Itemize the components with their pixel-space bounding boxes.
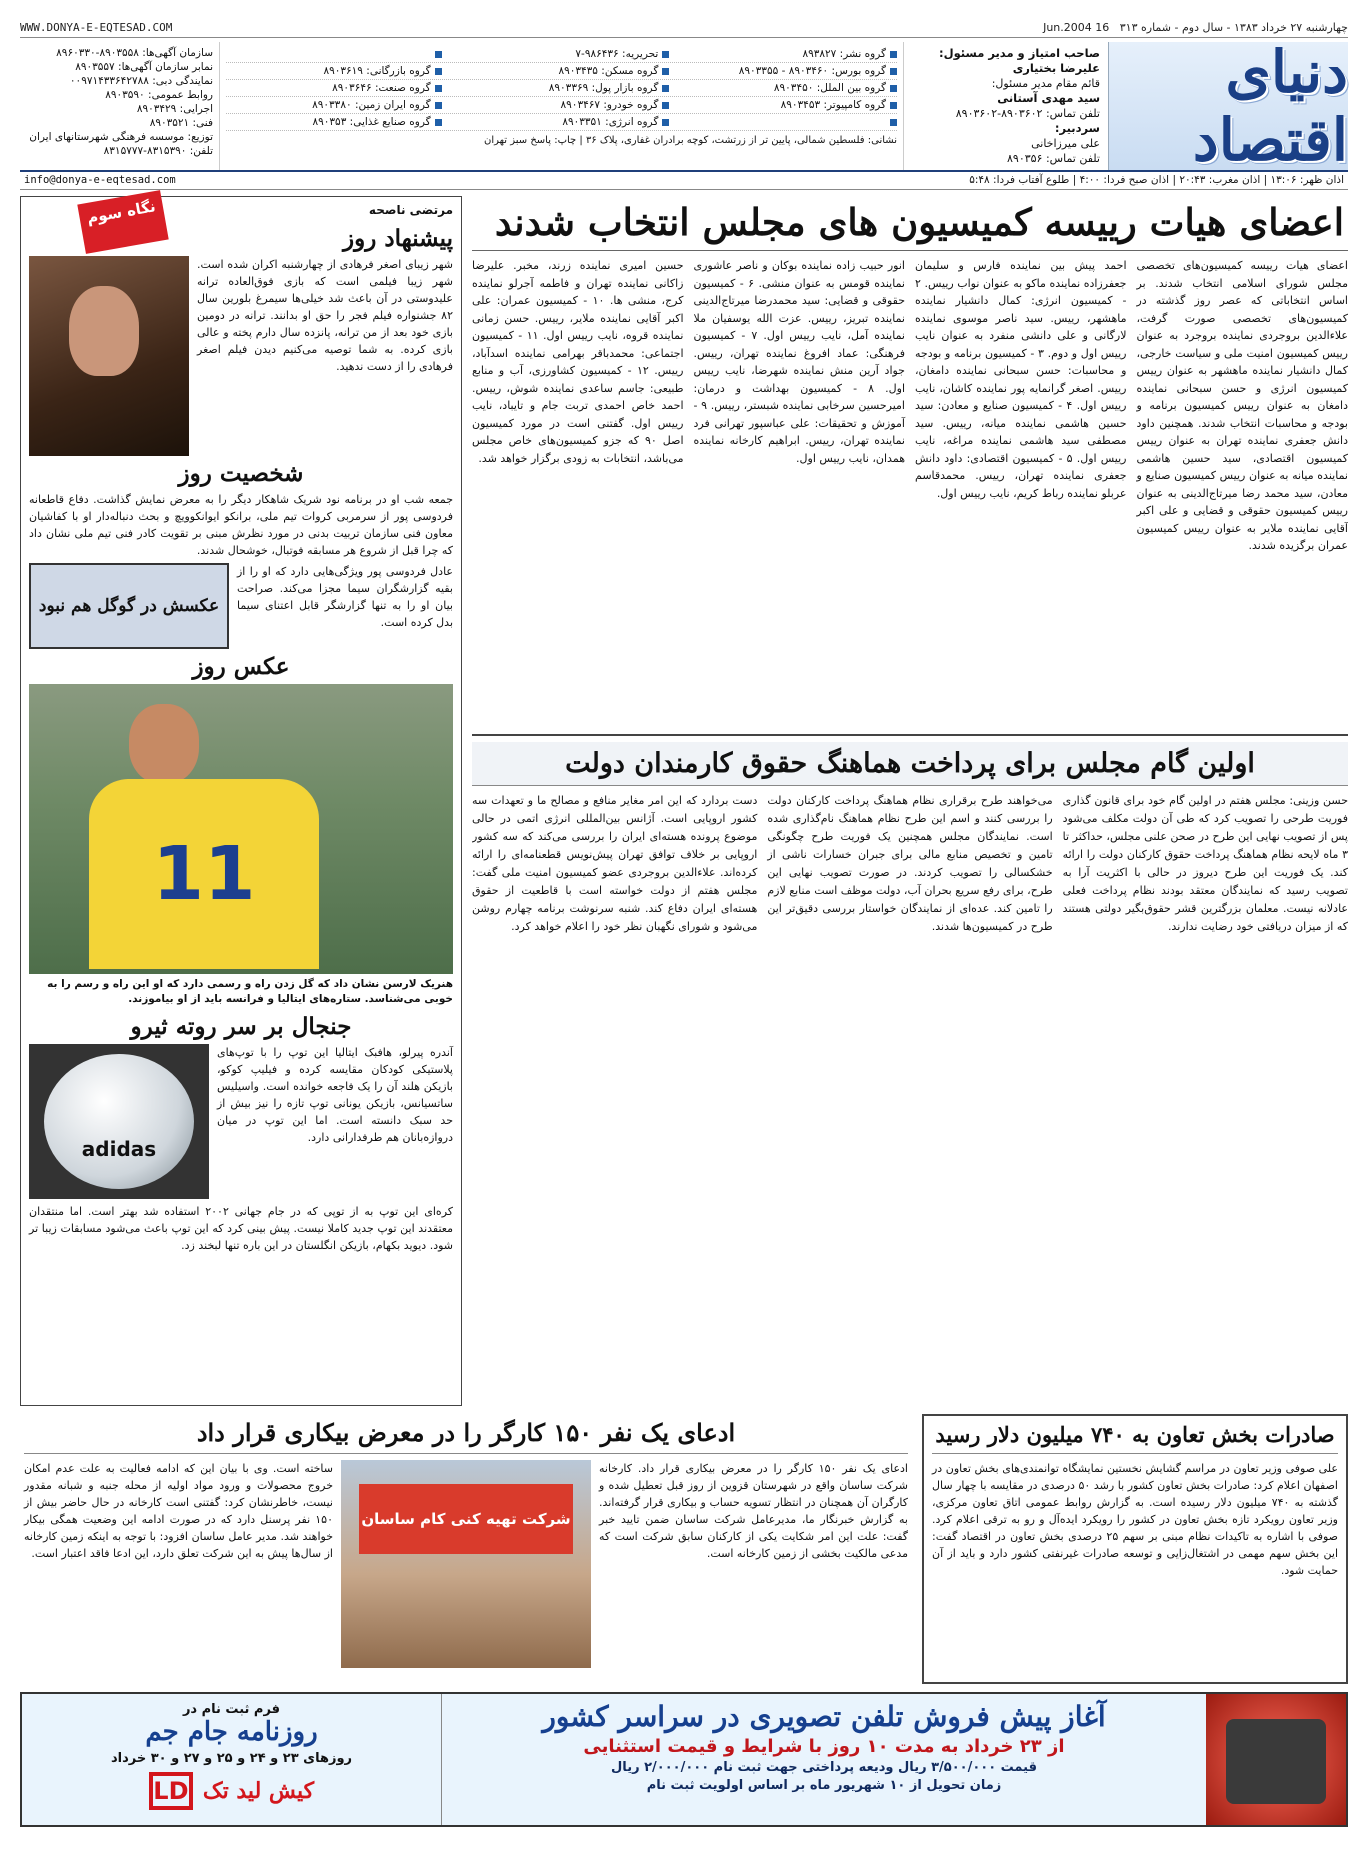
ball-block [29, 1044, 453, 1199]
ad-reg-label: فرم ثبت نام در [182, 1702, 281, 1717]
ad-delivery: زمان تحویل از ۱۰ شهریور ماه بر اساس اولویت ثبت نام [646, 1778, 1002, 1793]
newspaper-logo [1108, 38, 1348, 174]
top-strip [20, 18, 1348, 38]
dept-row: گروه کامپیوتر: ۸۹۰۳۴۵۳ گروه خودرو: ۸۹۰۳۴۶۷ گروه ایران زمین: ۸۹۰۳۳۸۰ [226, 97, 897, 114]
staff-list: صاحب امتیاز و مدیر مسئول: علیرضا بختیاری قائم مقام مدیر مسئول: سید مهدی آستانی تلفن تماس: ۸۹۰۳۶۰۲-۸۹۰۳۶۰۲ سردبیر: علی میرزاخانی تلفن تماس: ۸۹۰۳۵۶ [903, 42, 1108, 170]
logo-text: دنیای اقتصاد [1192, 38, 1348, 174]
story-columns [472, 786, 1348, 936]
suggestion-block [29, 256, 453, 456]
story-committees [472, 196, 1348, 736]
no-photo-box: عکسش در گوگل هم نبود [29, 563, 229, 649]
person-title: شخصیت روز [178, 460, 304, 487]
headline-committees[interactable]: اعضای هیات رییسه کمیسیون های مجلس انتخاب شدند [472, 196, 1348, 251]
story-column: حسین امیری نماینده زرند، مخبر. علیرضا زاکانی نماینده تهران و فاطمه آجرلو نماینده کرج، منشی ها. ۱۰ - کمیسیون عمران: علی اکبر آقایی نماینده ملایر، رییس. حسن زمانی نماینده قروه، نایب رییس اول. ۱۱ - کمیسیون اجتماعی: محمدباقر بهرامی نماینده اسدآباد، رییس. ۱۲ - کمیسیون کشاورزی، آب و منابع طبیعی: جاسم ساعدی نماینده شوش، رییس. احمد خاص احمدی تربت جام و تایباد، نایب رییس اول. گفتنی است در مورد کمیسیون اصل ۹۰ که جزو کمیسیون‌های خاص مجلس می‌باشد، انتخابات به زودی برگزار خواهد شد. [472, 259, 684, 465]
site-url[interactable]: WWW.DONYA-E-EQTESAD.COM [20, 21, 173, 34]
ad-paper: روزنامه جام جم [145, 1717, 318, 1747]
date-en: 16 Jun.2004 [1043, 21, 1110, 34]
ad-price: قیمت ۳/۵۰۰/۰۰۰ ریال ودیعه پرداختی جهت ثبت نام ۲/۰۰۰/۰۰۰ ریال [611, 1760, 1037, 1775]
football-ball-photo [29, 1044, 209, 1199]
brand-logo-icon: LD [149, 1772, 193, 1810]
factory-sign-photo [341, 1460, 591, 1668]
story-column: اعضای هیات رییسه کمیسیون‌های تخصصی مجلس شورای اسلامی انتخاب شدند. بر اساس انتخاباتی که عصر روز گذشته در کمیسیون‌های تخصصی صورت گرفت، علاءالدین بروجردی نماینده بروجرد به عنوان رییس کمیسیون امنیت ملی و سیاست خارجی، کمال دانشیار نماینده ماهشهر به عنوان رییس کمیسیون انرژی و حسن سبحانی نماینده دامغان به عنوان رییس کمیسیون برنامه و بودجه و محاسبات انتخاب شدند. همچنین داود دانش جعفری نماینده تهران به عنوان رییس کمیسیون اقتصادی، سید حسین هاشمی نماینده میانه به عنوان رییس کمیسیون صنایع و معادن، سید محمد رضا میرتاج‌الدینی به عنوان رییس کمیسیون حقوقی و قضایی و علی اکبر آقایی نماینده ملایر به عنوان رییس کمیسیون عمران برگزیده شدند. [1136, 259, 1348, 552]
ball-text: آندره پیرلو، هافبک ایتالیا این توپ را با توپ‌های پلاستیکی کودکان مقایسه کرده و فیلیپ کوکو، بازیکن هلند آن را یک فاجعه خوانده است. واسیلیس ساتسیانس، بازیکن یونانی توپ تازه را نیز بیش از حد سبک دانسته است. اما این توپ در میان دروازه‌بانان هم طرفدارانی دارد. [217, 1046, 453, 1144]
story-salaries [472, 742, 1348, 1350]
headline-salaries[interactable]: اولین گام مجلس برای پرداخت هماهنگ حقوق کارمندان دولت [472, 742, 1348, 786]
contact-list: سازمان آگهی‌ها: ۸۹۰۳۵۵۸-۸۹۶۰۳۳۰ نمابر سازمان آگهی‌ها: ۸۹۰۳۵۵۷ نمایندگی دبی: ۰۰۹۷۱۴۳۳۶۴۲۷۸۸ روابط عمومی: ۸۹۰۳۵۹۰ اجرایی: ۸۹۰۳۴۲۹ فنی: ۸۹۰۳۵۲۱ توزیع: موسسه فرهنگی شهرستانهای ایران تلفن: ۸۳۱۵۳۹۰-۸۳۱۵۷۷۷ [20, 42, 220, 170]
cooperatives-text: علی صوفی وزیر تعاون در مراسم گشایش نخستین نمایشگاه توانمندی‌های بخش تعاون در اصفهان اعلام کرد: صادرات بخش تعاون کشور با رشد ۵۰ درصدی در مقایسه با چهار سال گذشته به ۷۴۰ میلیون دلار رسیده است. به گزارش روابط عمومی اتاق تعاون مرکزی، وزیر تعاون رویکرد تازه بخش تعاون در کشور را رویکرد ایده‌آل و رو به ترقی اعلام کرد. صوفی با اشاره به تاکیدات نظام مبنی بر سهم ۲۵ درصدی بخش تعاون در اقتصاد گفت: این بخش سهم مهمی در اشتغال‌زایی و توسعه صادرات غیرنفتی کشور دارد و باید از آن حمایت شود. [932, 1462, 1338, 1577]
football-player-photo [29, 684, 453, 974]
headline-cooperatives[interactable]: صادرات بخش تعاون به ۷۴۰ میلیون دلار رسید [932, 1422, 1338, 1454]
headline-workers[interactable]: ادعای یک نفر ۱۵۰ کارگر را در معرض بیکاری قرار داد [24, 1414, 908, 1454]
dept-row: گروه بین الملل: ۸۹۰۳۴۵۰ گروه بازار پول: ۸۹۰۳۳۶۹ گروه صنعت: ۸۹۰۳۶۴۶ [226, 80, 897, 97]
dept-row: گروه نشر: ۸۹۳۸۲۷ تحریریه: ۹۸۶۴۳۶-۷ [226, 46, 897, 63]
ad-registration [22, 1694, 442, 1825]
suggestion-text: شهر زیبای اصغر فرهادی از چهارشنبه اکران شده است. شهر زیبا فیلمی است که بازی فوق‌العاده ترانه علیدوستی در آن باعث شد خیلی‌ها سیمرغ بلورین سال ۸۲ جشنواره فیلم فجر را حق او بدانند. ترانه در دومین بازی خود بعد از من ترانه، پانزده سال دارم پخته و عالی بازی کرده. به شما توصیه می‌کنیم دیدن فیلم اصغر فرهادی را از دست ندهید. [197, 258, 453, 373]
story-column: انور حبیب زاده نماینده بوکان و ناصر عاشوری نماینده قومس به عنوان منشی. ۶ - کمیسیون حقوقی و قضایی: سید محمدرضا میرتاج‌الدینی نماینده تبریز، رییس. عزت الله یوسفیان ملا نماینده آمل، نایب رییس اول. ۷ - کمیسیون فرهنگی: عماد افروغ نماینده تهران، رییس. جواد آرین منش نماینده شهرضا، نایب رییس اول. ۸ - کمیسیون بهداشت و درمان: امیرحسین سرخابی نماینده شبستر، رییس. ۹ - آموزش و تحقیقات: علی عباسپور تهرانی فرد نماینده تهران، رییس. ابراهیم کارخانه نماینده همدان، نایب رییس اول. [693, 259, 906, 465]
bottom-stories [20, 1414, 1348, 1684]
prayer-strip [20, 172, 1348, 190]
person-text: جمعه شب او در برنامه نود شریک شاهکار دیگر را به معرض نمایش گذاشت. دفاع قاطعانه فردوسی پور از سرمربی کروات تیم ملی، برانکو ایوانکوویچ و بحث دنباله‌دار او با کفاشیان معاون فنی سازمان تربیت بدنی در مورد نظرش مبنی بر تقویت کادر فنی تیم ملی نشان داد که چرا قبل از شروع هر مسابقه فوتبال، خوشحال شدند. [29, 493, 453, 557]
story-column: ادعای یک نفر ۱۵۰ کارگر را در معرض بیکاری قرار داد. کارخانه شرکت ساسان واقع در شهرستان قزوین از روز قبل تعطیل شده و کارگران آن همچنان در انتظار تسویه حساب و بیکاری قرار گرفته‌اند. به گزارش خبرنگار ما، مدیرعامل شرکت ساسان ضمن تایید خبر گفت: علت این امر شکایت یکی از کارکنان سابق شرکت است که مدعی مالکیت بخشی از زمین کارخانه است. [599, 1462, 908, 1560]
ball-more: کره‌ای این توپ به از توپی که در جام جهانی ۲۰۰۲ استفاده شد بهتر است. اما منتقدان معتقدند این توپ جدید کاملا نیست. پیش بینی کرد که این توپ باعث می‌شود مسابقات زیبا تر شود. دیوید بکهام، بازیکن انگلستان در این باره تنها لبخند زد. [29, 1205, 453, 1252]
address-line: نشانی: فلسطین شمالی، پایین تر از زرتشت، کوچه برادران غفاری، پلاک ۳۶ | چاپ: پاسخ سبز تهران [484, 135, 897, 146]
suggestion-title: پیشنهاد روز [343, 225, 453, 252]
third-view-badge: نگاه سوم [77, 190, 168, 254]
story-column: احمد پیش بین نماینده فارس و سلیمان جعفرزاده نماینده ماکو به عنوان نواب رییس. ۲ - کمیسیون انرژی: کمال دانشیار نماینده ماهشهر، رییس. سید ناصر موسوی نماینده لارگانی و علی دانشی منفرد به عنوان نایب رییس اول و دوم. ۳ - کمیسیون برنامه و بودجه و محاسبات: حسن سبحانی نماینده دامغان، رییس. اصغر گرانمایه پور نماینده کاشان، نایب رییس اول. ۴ - کمیسیون صنایع و معادن: سید حسین هاشمی نماینده میانه، رییس. سید مصطفی سید هاشمی نماینده مراغه، نایب رییس اول. ۵ - کمیسیون اقتصادی: داود دانش جعفری نماینده تهران، رییس. محمدقاسم عربلو نماینده رباط کریم، نایب رییس اول. [915, 259, 1127, 500]
ad-main [442, 1694, 1206, 1825]
photo-of-day-title: عکس روز [192, 653, 290, 680]
date-line: چهارشنبه ۲۷ خرداد ۱۳۸۳ - سال دوم - شماره ۳۱۳ 16 Jun.2004 [1043, 21, 1348, 34]
ad-brand [30, 1772, 433, 1810]
brand-name: کیش لید تک [202, 1778, 315, 1804]
actress-photo [29, 256, 189, 456]
third-view-column [20, 196, 462, 1406]
dept-row: گروه انرژی: ۸۹۰۳۳۵۱ گروه صنایع غذایی: ۸۹۰۳۵۳ [226, 114, 897, 131]
news-area [472, 196, 1348, 1406]
department-grid [220, 42, 903, 170]
ball-title: جنجال بر سر روته ثیرو [130, 1013, 352, 1040]
ad-offer: از ۲۳ خرداد به مدت ۱۰ روز با شرایط و قیمت استثنایی [583, 1736, 1065, 1757]
ad-days: روزهای ۲۳ و ۲۴ و ۲۵ و ۲۷ و ۳۰ خرداد [110, 1751, 353, 1766]
main-area [20, 196, 1348, 1406]
workers-body [24, 1460, 908, 1668]
person-more: عادل فردوسی پور ویژگی‌هایی دارد که او را از بقیه گزارشگران سیما مجزا می‌کند. صراحت بیان او را به تنها گزارشگر قابل اعتنای سیما بدل کرده است. [237, 565, 453, 629]
contact-email[interactable]: info@donya-e-eqtesad.com [24, 174, 176, 186]
story-column: دست بردارد که این امر مغایر منافع و مصالح ما و تعهدات سه کشور اروپایی است. آژانس بین‌المللی انرژی اتمی در حالی موضوع پرونده هسته‌ای ایران را بررسی می‌کند که سه کشور اروپایی بر خلاف توافق تهران پیش‌نویس قطعنامه‌ای را ارائه کرده‌اند. علاءالدین بروجردی عضو کمیسیون امنیت ملی گفت: مجلس هفتم از دولت خواسته است با قاطعیت از حقوق هسته‌ای ایران دفاع کند. شنبه سرنوشت برنامه چهارم روشن می‌شود و شورای نگهبان نظر خود را اعلام خواهد کرد. [472, 794, 758, 933]
story-column: می‌خواهند طرح برقراری نظام هماهنگ پرداخت کارکنان دولت را بررسی کنند و اسم این طرح نظام هماهنگ نام‌گذاری شده است. نمایندگان مجلس همچنین یک فوریت طرح چگونگی تامین و تخصیص منابع مالی برای جبران خسارات ناشی از خشکسالی را تصویب کردند. در صورت تصویب نهایی این طرح، برای رفع سریع بحران آب، دولت موظف است منابع لازم را تامین کند. عده‌ای از نمایندگان خواستار بررسی دقیق‌تر این طرح در کمیسیون‌ها شدند. [767, 794, 1053, 933]
person-block [29, 563, 453, 649]
photo-caption: هنریک لارسن نشان داد که گل زدن راه و رسمی دارد که او این راه و رسم را به خوبی می‌شناسد. ستاره‌های ایتالیا و فرانسه باید از او بیاموزند. [47, 978, 453, 1005]
story-column: ساخته است. وی با بیان این که ادامه فعالیت به علت عدم امکان خروج محصولات و ورود مواد اولیه از محله جنبه و شبانه مقدور نیست، خاطرنشان کرد: گفتنی است کارخانه در حال حاضر بیش از ۱۵۰ نفر پرسنل دارد که در صورت ادامه این وضعیت همگی بیکار خواهند شد. مدیر عامل ساسان افزود: با توجه به اینکه زمین کارخانه از سال‌ها پیش به این شرکت تعلق دارد، این ادعا فاقد اعتبار است. [24, 1462, 333, 1560]
prayer-times: اذان ظهر: ۱۳:۰۶ | اذان مغرب: ۲۰:۴۳ | اذان صبح فردا: ۴:۰۰ | طلوع آفتاب فردا: ۵:۴۸ [969, 174, 1344, 186]
ad-title: آغاز پیش فروش تلفن تصویری در سراسر کشور [542, 1700, 1106, 1733]
videophone-advertisement[interactable] [20, 1692, 1348, 1827]
story-cooperatives [922, 1414, 1348, 1684]
story-column: حسن وزینی: مجلس هفتم در اولین گام خود برای قانون گذاری فوریت طرحی را تصویب کرد که طی آن دولت مکلف می‌شود پس از تصویب نهایی این طرح در صحن علنی مجلس، حداکثر تا ۳ ماه لایحه نظام هماهنگ پرداخت حقوق کارکنان دولت را ارائه کند. یک فوریت این طرح دیروز در حالی با اکثریت آرا به تصویب رسید که نمایندگان معتقد بودند نظام پرداخت فعلی عادلانه نیست. معلمان بزرگترین قشر حقوق‌بگیر دولتی هستند که از میزان دریافتی خود رضایت ندارند. [1062, 794, 1348, 933]
videophone-image [1206, 1694, 1346, 1825]
story-columns [472, 251, 1348, 555]
masthead [20, 38, 1348, 174]
dept-row: گروه بورس: ۸۹۰۳۴۶۰ - ۸۹۰۳۳۵۵ گروه مسکن: ۸۹۰۳۴۳۵ گروه بازرگانی: ۸۹۰۳۶۱۹ [226, 63, 897, 80]
column-author: مرتضی ناصحه [368, 203, 453, 217]
story-workers [20, 1414, 912, 1684]
